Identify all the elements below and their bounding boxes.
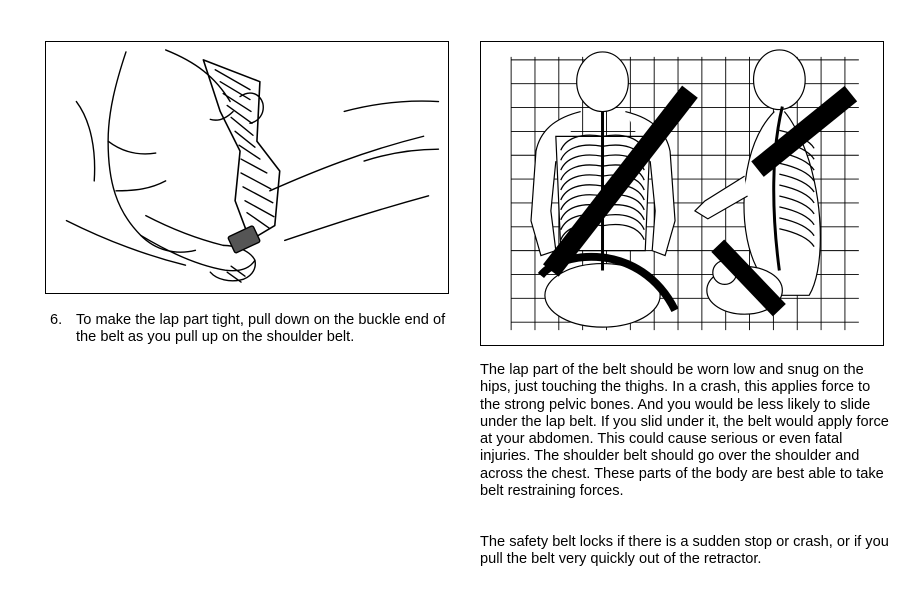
skeleton-belt-position-illustration: [480, 41, 884, 346]
skeleton-diagram: [481, 42, 883, 345]
belt-tightening-drawing: [46, 42, 448, 293]
lap-belt-paragraph: The lap part of the belt should be worn low and snug on the hips, just touching the thighs. In a crash, this applies force to the strong pelvic bones. And you would be less likely to slide under the lap belt. If you slid under it, the belt would apply force at your abdomen. This could cause serious or even fatal injuries. The shoulder belt should go over the shoulder and across the chest. These parts of the body are best able to take belt restraining forces.: [480, 362, 889, 500]
belt-tightening-illustration: [45, 41, 449, 294]
belt-lock-paragraph: The safety belt locks if there is a sudden stop or crash, or if you pull the belt very quickly out of the retractor.: [480, 534, 889, 568]
step-number: 6.: [50, 312, 63, 328]
step-text: To make the lap part tight, pull down on the buckle end of the belt as you pull up on the shoulder belt.: [76, 312, 446, 345]
